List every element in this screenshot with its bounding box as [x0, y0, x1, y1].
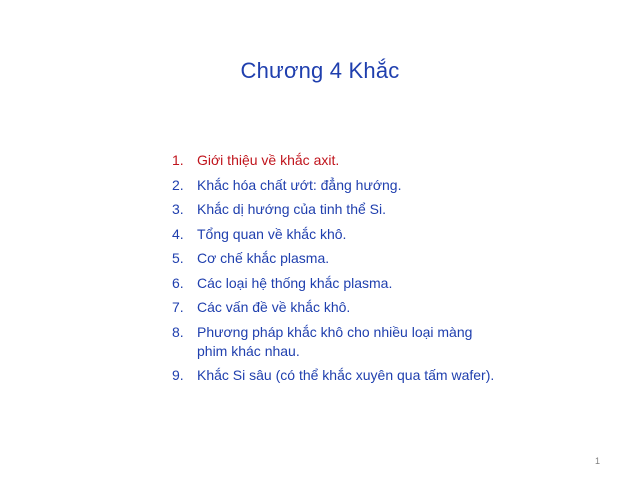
toc-item-number: 5.: [172, 250, 184, 266]
toc-item-5: [172, 249, 502, 268]
toc-item-number: 4.: [172, 225, 184, 242]
toc-item-7: [172, 298, 502, 317]
toc-item-text: Phương pháp khắc khô cho nhiều loại màng phim khác nhau.: [197, 323, 473, 359]
toc-item-3: [172, 200, 502, 219]
toc-item-number: 9.: [172, 367, 184, 383]
toc-item-6: [172, 274, 502, 293]
toc-item-text: Khắc hóa chất ướt: đẳng hướng.: [197, 176, 402, 193]
page-number: 1: [594, 456, 600, 466]
toc-item-2: [172, 176, 502, 195]
toc-item-8: [172, 323, 502, 361]
toc-item-number: 1.: [172, 152, 184, 168]
toc-item-text: Các loại hệ thống khắc plasma.: [197, 274, 393, 291]
toc-item-number: 2.: [172, 176, 184, 193]
toc-item-9: [172, 366, 502, 385]
toc-item-4: [172, 225, 502, 244]
toc-item-text: Tổng quan về khắc khô.: [197, 225, 347, 242]
toc-item-number: 8.: [172, 323, 184, 340]
slide-title: Chương 4 Khắc: [240, 58, 400, 83]
toc-item-text: Cơ chế khắc plasma.: [197, 250, 330, 266]
toc-item-text: Khắc dị hướng của tinh thể Si.: [197, 201, 386, 217]
table-of-contents: [172, 151, 502, 391]
toc-item-number: 6.: [172, 274, 184, 291]
toc-item-text: Các vấn đề về khắc khô.: [197, 299, 351, 315]
toc-item-number: 7.: [172, 299, 184, 315]
toc-item-text: Giới thiệu về khắc axit.: [197, 152, 340, 168]
toc-item-number: 3.: [172, 201, 184, 217]
toc-item-text: Khắc Si sâu (có thể khắc xuyên qua tấm wafer).: [197, 367, 495, 383]
toc-item-1: [172, 151, 502, 170]
